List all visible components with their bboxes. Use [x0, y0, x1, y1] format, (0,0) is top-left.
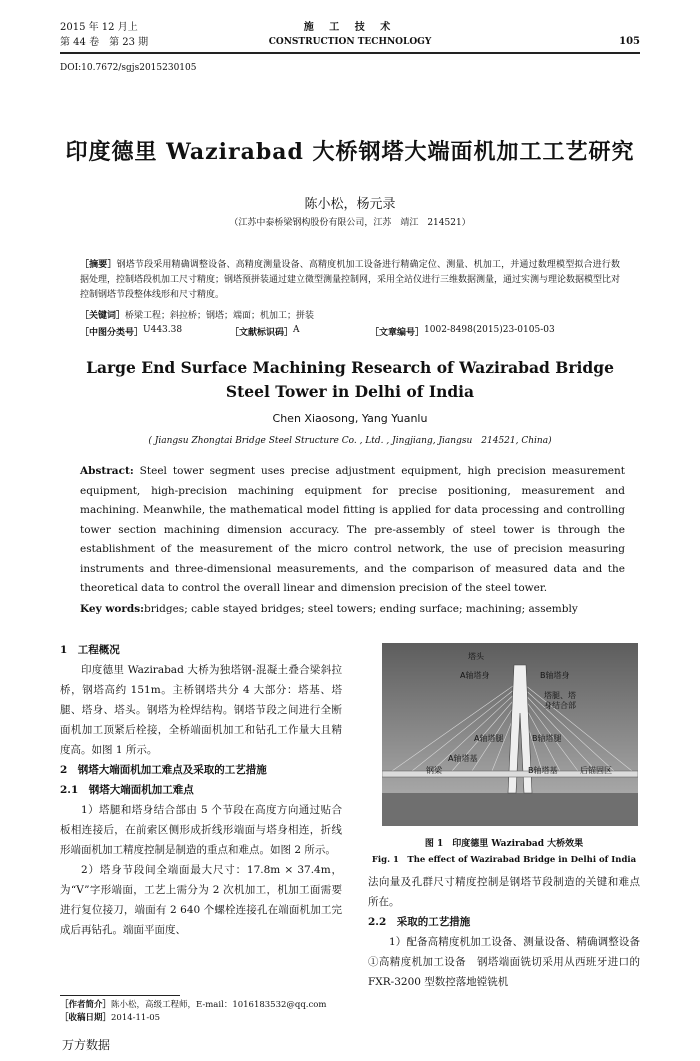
figure-1-bridge-image: [382, 643, 638, 826]
body-right-column: [368, 872, 651, 992]
header-journal: [250, 20, 450, 50]
figure-1-caption-cn: 图 1 印度德里 Wazirabad 大桥效果: [424, 839, 584, 849]
paragraph: 印度德里 Wazirabad 大桥为独塔钢-混凝土叠合梁斜拉桥，钢塔高约 151m。主桥钢塔共分 4 大部分：塔基、塔腿、塔身、塔头。钢塔为栓焊结构。钢塔节段之间进行全断面机加工顶紧后栓接，全桥端面机加工和钻孔工作量大且精度高。如图 1 所示。: [60, 664, 342, 756]
abstract-cn-label: ［摘要］: [80, 260, 117, 270]
label-junction-2: 身结合部: [544, 701, 576, 710]
authors-cn: 陈小松，杨元录: [304, 197, 396, 212]
paragraph: 1）配备高精度机加工设备、测量设备、精确调整设备 ①高精度机加工设备 钢塔端面铣切采用从西班牙进口的 FXR-3200 型数控落地镗铣机: [368, 936, 651, 988]
title-cn: 印度德里 Wazirabad 大桥钢塔大端面机加工工艺研究: [65, 139, 635, 165]
received-date: 2014-11-05: [111, 1013, 161, 1023]
page-number: 105: [619, 36, 640, 47]
section-1-heading: 1 工程概况: [60, 644, 120, 656]
section-2-heading: 2 钢塔大端面机加工难点及采取的工艺措施: [60, 764, 267, 776]
doi: DOI:10.7672/sgjs2015230105: [60, 63, 197, 73]
watermark: 万方数据: [62, 1038, 111, 1052]
abstract-cn-text: 钢塔节段采用精确调整设备、高精度测量设备、高精度机加工设备进行精确定位、测量、机加工，并通过数理模型拟合进行数据处理，控制塔段机加工尺寸精度；钢塔预拼装通过建立微型测量控制网，采用全站仪进行三维数据测量，通过实测与理论数据模型比对控制钢塔节段整体线形和尺寸精度。: [80, 260, 621, 300]
abstract-en-text: Steel tower segment uses precise adjustment equipment, high precision measurement equipment, high-precision machining equipment for precise positioning, measurement and machining. Meanwhile, the mathematical model fitting is applied for data processing and controlling tower section machining dimension accuracy. The pre-assembly of steel tower is through the establishment of the measurement of the micro control network, the use of precision measuring instruments and three-dimensional measurements, and the comparison of measured data and the theoretical data to control the overall linear and dimension precision of the steel tower.: [80, 465, 625, 594]
section-2-2-heading: 2.2 采取的工艺措施: [368, 916, 471, 928]
label-a-body: A轴塔身: [460, 671, 490, 680]
label-b-base: B轴塔基: [528, 766, 558, 775]
article-no-value: 1002-8498(2015)23-0105-03: [424, 325, 555, 335]
clc-label: ［中图分类号］: [80, 328, 144, 338]
paragraph: 2）塔身节段间全端面最大尺寸：17.8m × 37.4m，为“V”字形端面，工艺上需分为 2 次机加工，机加工面需要进行复位接刀，端面有 2 640 个螺栓连接孔在端面机加工完成后再钻孔。端面平面度、: [60, 864, 342, 936]
label-tower-head: 塔头: [468, 652, 484, 661]
label-b-body: B轴塔身: [540, 671, 570, 680]
title-en: [60, 356, 640, 404]
paragraph: 法向量及孔群尺寸精度控制是钢塔节段制造的关键和难点所在。: [368, 876, 640, 908]
label-a-base: A轴塔基: [448, 754, 478, 763]
journal-name-cn: 施 工 技 术: [303, 22, 397, 33]
label-b-leg: B轴塔腿: [532, 734, 562, 743]
keywords-en-label: Key words:: [80, 603, 145, 615]
received-date-label: ［收稿日期］: [60, 1013, 112, 1023]
label-junction: 塔腿、塔: [544, 691, 576, 700]
author-bio: 陈小松，高级工程师，E-mail：1016183532@qq.com: [111, 1000, 327, 1010]
doc-code-value: A: [293, 325, 300, 335]
title-en-line2: Steel Tower in Delhi of India: [225, 382, 475, 401]
figure-1-caption-en: Fig. 1 The effect of Wazirabad Bridge in Delhi of India: [371, 855, 637, 865]
keywords-en-text: bridges; cable stayed bridges; steel towers; ending surface; machining; assembly: [144, 603, 578, 615]
header-volume: 第 44 卷 第 23 期: [60, 37, 149, 48]
abstract-en-label: Abstract:: [80, 465, 134, 477]
affiliation-cn: （江苏中泰桥梁钢构股份有限公司，江苏 靖江 214521）: [229, 218, 471, 228]
abstract-en: [80, 462, 625, 599]
label-back-anchor: 后锚固区: [580, 766, 612, 775]
doc-code-label: ［文献标识码］: [230, 328, 294, 338]
keywords-en: [80, 603, 640, 615]
header-rule: [60, 52, 640, 54]
author-bio-label: ［作者简介］: [60, 1000, 112, 1010]
affiliation-en: ( Jiangsu Zhongtai Bridge Steel Structure Co. , Ltd. , Jingjiang, Jiangsu 214521, China): [148, 436, 552, 446]
paragraph: 1）塔腿和塔身结合部由 5 个节段在高度方向通过贴合板相连接后，在前索区侧形成折线形端面与塔身相连，折线形端面机加工精度控制是制造的重点和难点。如图 2 所示。: [60, 804, 342, 856]
keywords-cn: [80, 308, 314, 321]
title-en-line1: Large End Surface Machining Research of Wazirabad Bridge: [86, 358, 614, 377]
label-steel-girder: 钢梁: [426, 766, 442, 775]
keywords-cn-text: 桥梁工程；斜拉桥；钢塔；端面；机加工；拼装: [125, 311, 315, 321]
clc-value: U443.38: [143, 325, 183, 335]
journal-name-en: CONSTRUCTION TECHNOLOGY: [268, 37, 432, 47]
ground: [382, 793, 638, 826]
abstract-cn: [80, 258, 620, 303]
header-date: 2015 年 12 月上: [60, 22, 138, 33]
article-no-label: ［文章编号］: [370, 328, 425, 338]
keywords-cn-label: ［关键词］: [80, 311, 126, 321]
label-a-leg: A轴塔腿: [474, 734, 504, 743]
body-left-column: [60, 640, 342, 940]
footnote-rule: [60, 995, 180, 996]
footnote: [60, 999, 326, 1025]
section-2-1-heading: 2.1 钢塔大端面机加工难点: [60, 784, 194, 796]
header-issue: [60, 20, 148, 50]
authors-en: Chen Xiaosong, Yang Yuanlu: [272, 412, 428, 425]
